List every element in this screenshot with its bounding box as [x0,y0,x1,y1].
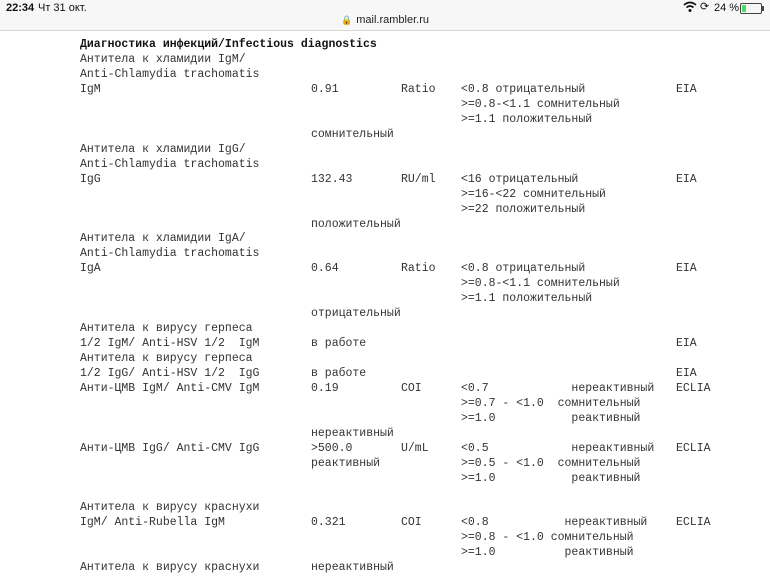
test-name-line: Антитела к хламидии IgG/ [80,143,246,156]
wifi-icon [683,1,697,16]
test-unit: U/mL [401,442,429,455]
document-page [0,30,770,578]
test-name-line: IgG [80,173,101,186]
test-unit: Ratio [401,83,436,96]
test-interpretation: положительный [311,218,401,231]
test-value: 0.19 [311,382,339,395]
battery-icon [740,3,762,14]
reference-range: >=1.0 реактивный [461,412,641,425]
address-url: mail.rambler.ru [356,14,429,26]
test-name-line: Anti-Chlamydia trachomatis [80,247,260,260]
test-unit: COI [401,516,422,529]
test-interpretation: отрицательный [311,307,401,320]
reference-range: >=1.0 реактивный [461,472,641,485]
test-interpretation: нереактивный [311,427,394,440]
reference-range: <0.5 нереактивный [461,442,655,455]
test-value: в работе [311,367,367,380]
test-name-line: IgA [80,262,101,275]
test-value: 0.64 [311,262,339,275]
reference-range: >=0.8-<1.1 сомнительный [461,277,620,290]
test-unit: COI [401,382,422,395]
test-method: ECLIA [676,442,711,455]
test-method: EIA [676,173,697,186]
test-unit: RU/ml [401,173,436,186]
reference-range: >=0.8 - <1.0 сомнительный [461,531,634,544]
test-method: EIA [676,337,697,350]
reference-range: >=0.5 - <1.0 сомнительный [461,457,641,470]
lock-icon: 🔒 [341,15,353,25]
reference-range: >=0.7 - <1.0 сомнительный [461,397,641,410]
test-name-line: 1/2 IgM/ Anti-HSV 1/2 IgM [80,337,260,350]
test-method: EIA [676,262,697,275]
reference-range: <0.8 нереактивный [461,516,648,529]
reference-range: >=0.8-<1.1 сомнительный [461,98,620,111]
test-name-line: Антитела к хламидии IgA/ [80,232,246,245]
reference-range: >=16-<22 сомнительный [461,188,606,201]
reference-range: >=22 положительный [461,203,586,216]
test-name-line: 1/2 IgG/ Anti-HSV 1/2 IgG [80,367,260,380]
test-value: 132.43 [311,173,353,186]
test-name-line: Анти-ЦМВ IgG/ Anti-CMV IgG [80,442,260,455]
test-name-line: Антитела к вирусу краснухи [80,501,260,514]
test-method: EIA [676,367,697,380]
reference-range: <0.8 отрицательный [461,83,586,96]
status-date: Чт 31 окт. [38,2,87,14]
test-value: 0.91 [311,83,339,96]
test-name-line: Anti-Chlamydia trachomatis [80,68,260,81]
test-interpretation: нереактивный [311,561,394,574]
test-value: >500.0 [311,442,353,455]
test-name-line: Anti-Chlamydia trachomatis [80,158,260,171]
reference-range: >=1.1 положительный [461,113,593,126]
test-name-line: Анти-ЦМВ IgM/ Anti-CMV IgM [80,382,260,395]
test-name-line: Антитела к вирусу краснухи [80,561,260,574]
test-unit: Ratio [401,262,436,275]
test-value: в работе [311,337,367,350]
test-method: ECLIA [676,382,711,395]
status-bar [0,0,770,31]
reference-range: <0.7 нереактивный [461,382,655,395]
address-bar[interactable] [0,14,770,26]
status-time: 22:34 [6,2,35,14]
reference-range: >=1.1 положительный [461,292,593,305]
reference-range: <16 отрицательный [461,173,579,186]
test-value: 0.321 [311,516,346,529]
test-name-line: IgM/ Anti-Rubella IgM [80,516,225,529]
test-name-line: IgM [80,83,101,96]
test-interpretation: сомнительный [311,128,394,141]
test-value-note: реактивный [311,457,381,470]
test-method: ECLIA [676,516,711,529]
test-method: EIA [676,83,697,96]
reference-range: <0.8 отрицательный [461,262,586,275]
reference-range: >=1.0 реактивный [461,546,634,559]
section-heading: Диагностика инфекций/Infectious diagnostics [80,38,377,51]
battery-percent: 24 % [714,2,740,14]
test-name-line: Антитела к хламидии IgM/ [80,53,246,66]
rotation-lock-icon: ⟳ [700,1,710,13]
test-name-line: Антитела к вирусу герпеса [80,322,253,335]
test-name-line: Антитела к вирусу герпеса [80,352,253,365]
